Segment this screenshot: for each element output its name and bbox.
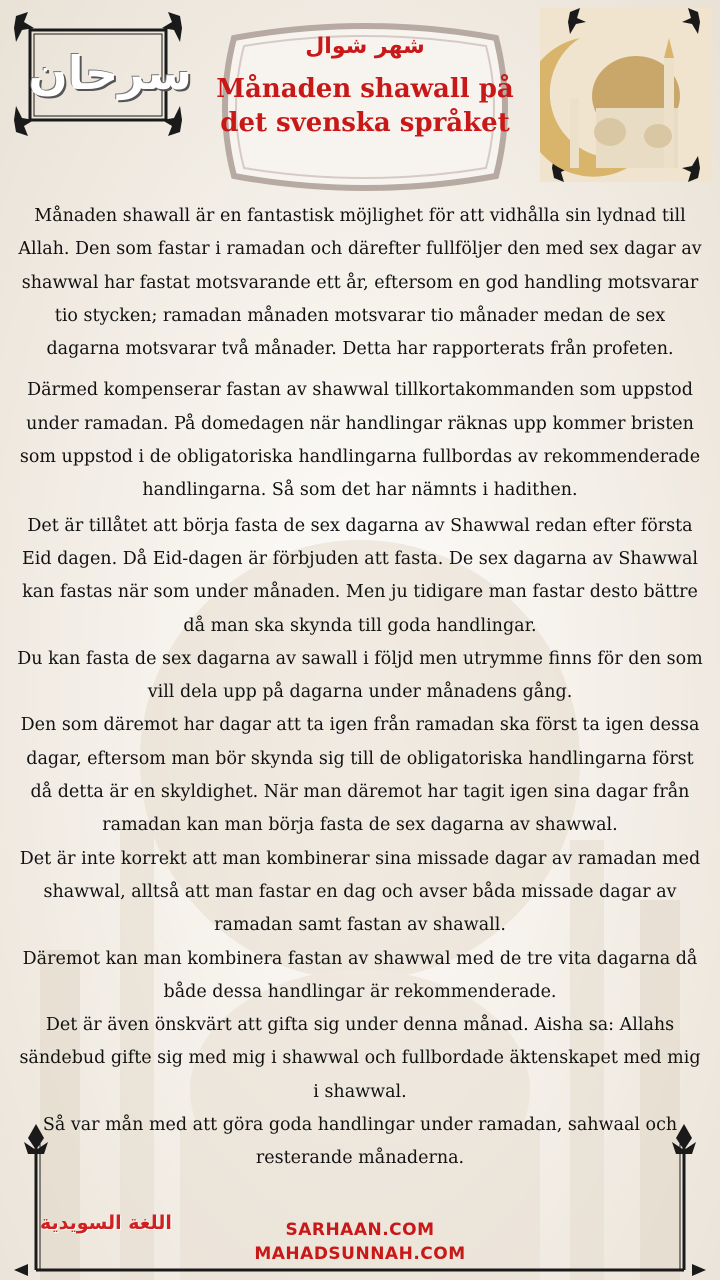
title-arabic: شهر شوال — [305, 34, 425, 59]
paragraph-9: Så var mån med att göra goda handlingar under ramadan, sahwaal och resterande månaderna. — [42, 1115, 678, 1169]
paragraph-7: Däremot kan man kombinera fastan av shawwal med de tre vita dagarna då både dessa handlingar är rekommenderade. — [22, 948, 698, 1002]
site-link-mahadsunnah[interactable]: MAHADSUNNAH.COM — [254, 1244, 466, 1264]
paragraph-8: Det är även önskvärt att gifta sig under denna månad. Aisha sa: Allahs sändebud gifte sig med mig i shawwal och fullbordade äktenskapet med mig i shawwal. — [19, 1015, 701, 1102]
logo: سرحان — [28, 46, 192, 100]
article-body — [16, 200, 704, 1176]
language-label: اللغة السويدية — [40, 1212, 172, 1234]
title-swedish: Månaden shawall på det svenska språket — [216, 74, 514, 138]
site-link-sarhaan[interactable]: SARHAAN.COM — [285, 1220, 435, 1240]
mosque-illustration — [540, 8, 712, 182]
paragraph-1: Månaden shawall är en fantastisk möjlighet för att vidhålla sin lydnad till Allah. Den som fastar i ramadan och därefter fullföljer den med sex dagar av shawwal har fastat motsvarande ett år, eftersom en god handling motsvarar tio stycken; ramadan månaden motsvarar tio månader medan de sex dagarna motsvarar två månader. Detta har rapporterats från profeten. — [18, 206, 702, 360]
paragraph-6: Det är inte korrekt att man kombinerar sina missade dagar av ramadan med shawwal, alltså att man fastar en dag och avser båda missade dagar av ramadan samt fastan av shawall. — [19, 848, 701, 936]
paragraph-2: Därmed kompenserar fastan av shawwal tillkortakommanden som uppstod under ramadan. På domedagen när handlingar räknas upp kommer bristen som uppstod i de obligatoriska handlingarna fullbordas av rekommenderade handlingarna. Så som det har nämnts i hadithen. — [19, 380, 701, 501]
paragraph-3: Det är tillåtet att börja fasta de sex dagarna av Shawwal redan efter första Eid dagen. Då Eid-dagen är förbjuden att fasta. De sex dagarna av Shawwal kan fastas när som under månaden. Men ju tidigare man fastar desto bättre då man ska skynda till goda handlingar. — [21, 515, 699, 636]
paragraph-4: Du kan fasta de sex dagarna av sawall i följd men utrymme finns för den som vill dela upp på dagarna under månadens gång. — [17, 648, 703, 703]
paragraph-5: Den som däremot har dagar att ta igen från ramadan ska först ta igen dessa dagar, eftersom man bör skynda sig till de obligatoriska handlingarna först då detta är en skyldighet. När man däremot har tagit igen sina dagar från ramadan kan man börja fasta de sex dagarna av shawwal. — [20, 715, 700, 836]
